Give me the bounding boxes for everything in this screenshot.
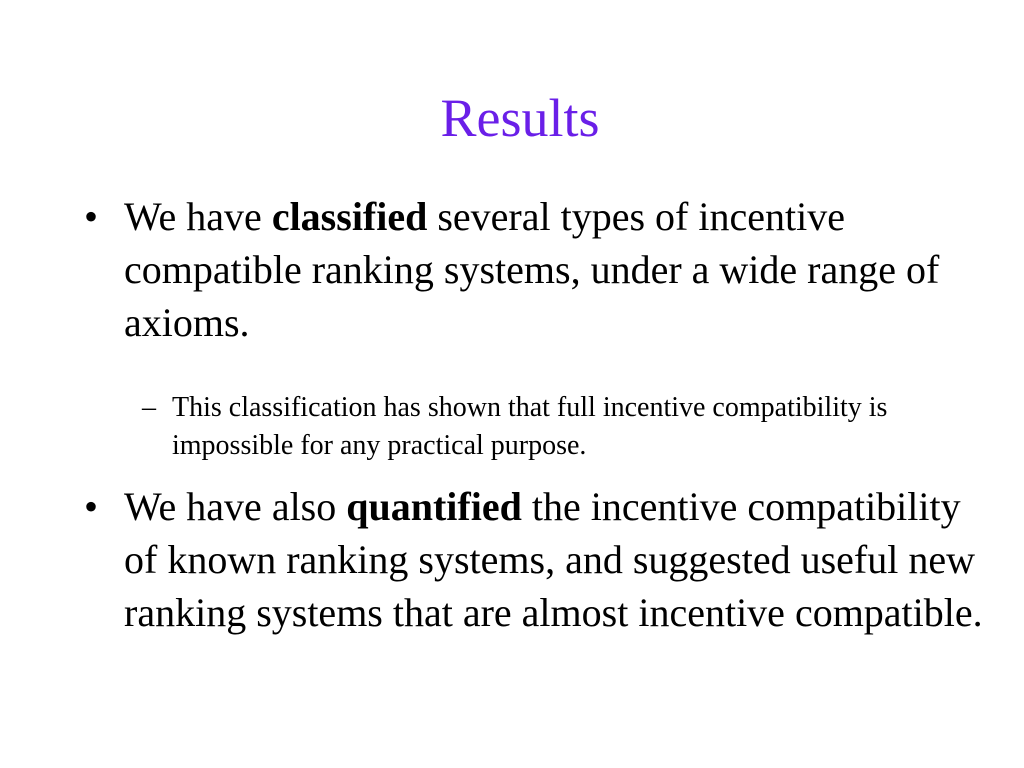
bullet-classified xyxy=(84,190,984,349)
sub-bullet-marker: – xyxy=(142,392,156,423)
bullet-text-pre: We have xyxy=(124,194,272,239)
bullet-quantified xyxy=(84,480,984,639)
sub-bullet-text: This classification has shown that full incentive compatibility is impossible for any practical purpose. xyxy=(172,392,888,461)
bullet-text-post: the incentive compatibility of known ranking systems, and suggested useful new ranking systems that are almost incentive compatible. xyxy=(124,484,983,635)
bullet-text-pre: We have also xyxy=(124,484,347,529)
bullet-marker: • xyxy=(84,484,99,529)
bullet-text-post: several types of incentive compatible ranking systems, under a wide range of axioms. xyxy=(124,194,940,345)
slide-title: Results xyxy=(440,88,600,148)
bullet-marker: • xyxy=(84,194,99,239)
bullet-emphasis: classified xyxy=(271,194,428,239)
bullet-emphasis: quantified xyxy=(346,484,522,529)
sub-bullet-classification xyxy=(142,389,972,465)
